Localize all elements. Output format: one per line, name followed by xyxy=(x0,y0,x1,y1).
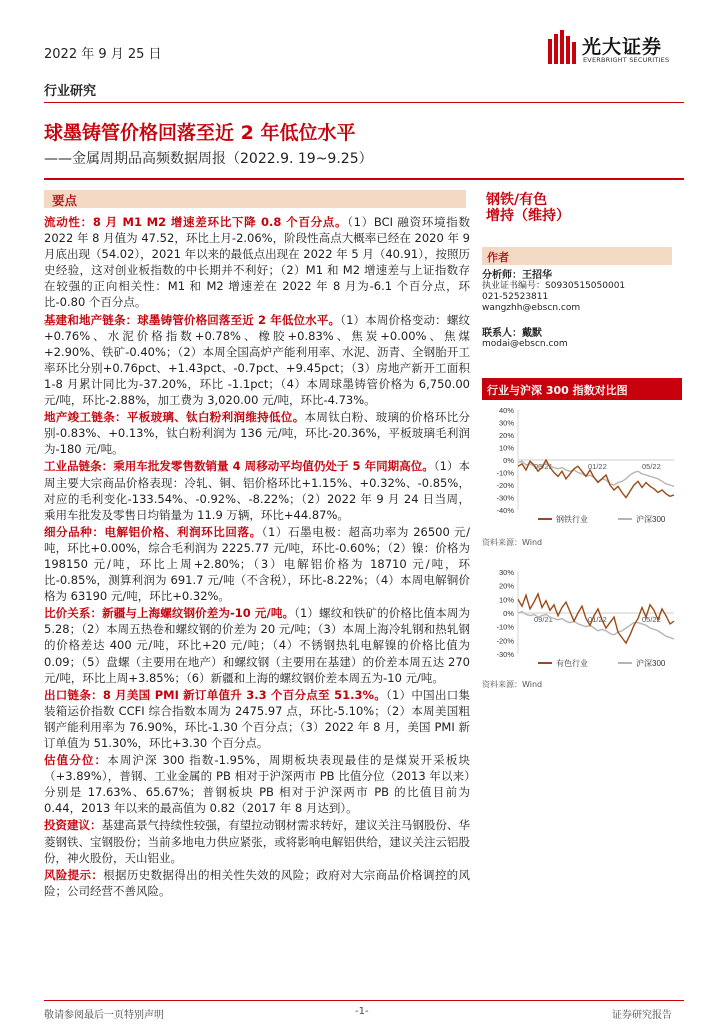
y-tick-label: 0% xyxy=(503,609,514,618)
report-title: 球墨铸管价格回落至近 2 年低位水平 xyxy=(44,122,356,144)
legend-label: 沪深300 xyxy=(636,659,666,668)
key-point-paragraph xyxy=(44,409,470,457)
contact-email[interactable]: modai@ebscn.com xyxy=(482,339,568,349)
page-number: -1- xyxy=(355,1006,369,1017)
key-point-paragraph xyxy=(44,312,470,409)
nonferrous-vs-csi300-chart xyxy=(482,566,682,671)
key-point-heading: 基建和地产链条：球墨铸管价格回落至近 2 年低位水平。 xyxy=(44,312,341,327)
steel-chart-source: 资料来源：Wind xyxy=(482,538,543,547)
y-tick-label: 0% xyxy=(503,456,514,465)
key-points-label: 要点 xyxy=(52,193,78,208)
y-tick-label: -10% xyxy=(496,622,514,632)
key-point-text: （1）石墨电极：超高功率为 26500 元/吨，环比+0.00%，综合毛利润为 2225.77 元/吨，环比-0.60%；（2）镍：价格为 198150 元/吨，环比上周+2.80%；（3）电解铝价格为 18710 元/吨，环比-0.85%，测算利润为 691.7 元/吨（不含税），环比-8.22%；（4）本周电解铜价格为 63190 元/吨，环比+0.32%。 xyxy=(44,524,470,604)
logo-english: EVERBRIGHT SECURITIES xyxy=(583,56,670,64)
key-point-paragraph xyxy=(44,458,470,522)
chart-section-title: 行业与沪深 300 指数对比图 xyxy=(487,384,628,397)
y-tick-label: -10% xyxy=(496,468,514,478)
key-point-heading: 投资建议： xyxy=(44,818,102,833)
chart-section-header xyxy=(482,378,682,400)
nonferrous-chart-source: 资料来源：Wind xyxy=(482,680,543,689)
steel-chart-wrap xyxy=(482,404,682,548)
analyst-phone: 021-52523811 xyxy=(482,292,549,302)
key-point-text: 根据历史数据得出的相关性失效的风险；政府对大宗商品价格调控的风险；公司经营不善风险。 xyxy=(44,867,471,898)
key-point-paragraph xyxy=(44,867,470,899)
key-point-paragraph xyxy=(44,817,470,865)
key-point-paragraph xyxy=(44,524,470,604)
key-point-text: 本周钛白粉、玻璃的价格环比分别-0.83%、+0.13%，钛白粉利润为 136 元/吨，环比-20.36%，平板玻璃毛利润为-180 元/吨。 xyxy=(44,410,471,457)
x-tick-label: 05/22 xyxy=(642,462,661,471)
x-tick-label: 09/21 xyxy=(534,462,553,471)
key-point-heading: 流动性：8 月 M1 M2 增速差环比下降 0.8 个百分点。 xyxy=(44,215,348,229)
y-tick-label: 20% xyxy=(498,581,514,591)
key-points-body xyxy=(44,214,470,900)
analyst-email[interactable]: wangzhh@ebscn.com xyxy=(482,303,581,313)
analyst-license: 执业证书编号：S0930515050001 xyxy=(482,281,626,291)
key-point-heading: 出口链条：8 月美国 PMI 新订单值升 3.3 个百分点至 51.3%。 xyxy=(44,687,387,702)
author-info xyxy=(482,270,682,350)
y-tick-label: 10% xyxy=(498,443,514,453)
key-point-paragraph xyxy=(44,687,470,751)
report-sector: 行业研究 xyxy=(44,84,97,99)
legend-label: 钢铁行业 xyxy=(556,515,588,524)
rating-block xyxy=(486,192,676,224)
key-point-paragraph xyxy=(44,605,470,685)
legend-label: 有色行业 xyxy=(556,659,588,668)
authors-header xyxy=(482,247,672,265)
y-tick-label: -30% xyxy=(496,493,514,503)
key-point-text: （1）本周价格变动：螺纹+0.76%、水泥价格指数+0.78%、橡胶+0.83%、焦炭+0.00%、焦煤+2.90%、铁矿-0.40%；（2）本周全国高炉产能利用率、水泥、沥青、全钢胎开工率环比分别+0.76pct、+1.43pct、-0.7pct、+9.45pct；（3）房地产新开工面积 1-8 月累计同比为-37.20%，环比 -1.1pct；（4）本周球墨铸管价格为 6,750.00 元/吨，环比-2.88%，加工费为 3,020.00 元/吨，环比-4.73%。 xyxy=(44,312,470,408)
y-tick-label: -30% xyxy=(496,650,514,659)
key-point-heading: 风险提示： xyxy=(44,867,104,882)
key-point-text: （1）螺纹和铁矿的价格比值本周为 5.28；（2）本周五热卷和螺纹钢的价差为 20 元/吨；（3）本周上海冷轧钢和热轧钢的价格差达 400 元/吨，环比+20 元/吨；（4）不锈钢热轧电解镍的价格比值为 0.09；（5）盘螺（主要用在地产）和螺纹钢（主要用在基建）的价差本周五达 270 元/吨，环比上周+3.85%；（6）新疆和上海的螺纹钢价差本周五为-10 元/吨。 xyxy=(44,606,470,685)
footer-report-type: 证券研究报告 xyxy=(612,1010,672,1021)
title-divider xyxy=(44,178,684,180)
report-date: 2022 年 9 月 25 日 xyxy=(44,47,162,62)
company-logo xyxy=(546,30,686,70)
analyst-name: 分析师：王招华 xyxy=(482,270,552,281)
key-point-text: （1）中国出口集装箱运价指数 CCFI 综合指数本周为 2475.97 点，环比-5.10%；（2）本周美国粗钢产能利用率为 76.90%，环比-1.30 个百分点；（3）2022 年 8 月，美国 PMI 新订单值为 51.30%，环比+3.30 个百分点。 xyxy=(44,687,470,750)
key-point-heading: 地产竣工链条：平板玻璃、钛白粉利润维持低位。 xyxy=(44,410,305,425)
key-point-heading: 比价关系：新疆与上海螺纹钢价差为-10 元/吨。 xyxy=(44,606,295,621)
y-tick-label: 40% xyxy=(498,406,514,415)
y-tick-label: 10% xyxy=(498,595,514,605)
x-tick-label: 01/22 xyxy=(588,615,607,624)
rating-value: 增持（维持） xyxy=(486,208,570,224)
x-tick-label: 09/21 xyxy=(534,615,553,624)
footer-disclaimer[interactable]: 敬请参阅最后一页特别声明 xyxy=(44,1010,164,1021)
key-point-heading: 细分品种：电解铝价格、利润环比回落。 xyxy=(44,524,262,539)
contact-name: 联系人：戴默 xyxy=(482,328,542,339)
y-tick-label: -20% xyxy=(496,481,514,490)
header-divider xyxy=(44,102,684,103)
key-point-heading: 估值分位： xyxy=(44,753,108,768)
x-tick-label: 01/22 xyxy=(588,462,607,471)
logo-icon xyxy=(546,30,578,66)
logo-name: 光大证券 xyxy=(582,36,663,58)
key-point-text: 基建高景气持续性较强，有望拉动钢材需求转好，建议关注马钢股份、华菱钢铁、宝钢股份；当前多地电力供应紧张，或将影响电解铝供给，建议关注云铝股份，神火股份，天山铝业。 xyxy=(44,818,471,865)
key-point-text: （1）本周主要大宗商品价格表现：冷轧、铜、铝价格环比+1.15%、+0.32%、-0.85%，对应的毛利变化-133.54%、-0.92%、-8.22%；（2）2022 年 9 月 24 日当周，乘用车批发及零售日均销量为 11.9 万辆，环比+44.87%。 xyxy=(44,459,470,522)
key-point-paragraph xyxy=(44,214,470,311)
key-point-text: 本周沪深 300 指数-1.95%，周期板块表现最佳的是煤炭开采板块（+3.89%），普钢、工业金属的 PB 相对于沪深两市 PB 比值分位（2013 年以来）分别是 17.63%、65.67%；普钢板块 PB 相对于沪深两市 PB 的比值目前为 0.44，2013 年以来的最高值为 0.82（2017 年 8 月达到）。 xyxy=(44,753,471,816)
key-points-header xyxy=(44,190,466,208)
key-point-heading: 工业品链条：乘用车批发零售数销量 4 周移动平均值仍处于 5 年同期高位。 xyxy=(44,459,434,474)
authors-label: 作者 xyxy=(487,251,509,264)
y-tick-label: 30% xyxy=(498,568,514,577)
y-tick-label: -20% xyxy=(496,636,514,646)
steel-vs-csi300-chart xyxy=(482,404,682,529)
nonferrous-chart-wrap xyxy=(482,566,682,690)
key-point-paragraph xyxy=(44,752,470,816)
rating-sector: 钢铁/有色 xyxy=(486,192,548,208)
y-tick-label: -40% xyxy=(496,506,514,515)
legend-label: 沪深300 xyxy=(636,515,666,524)
key-point-text: （1）BCI 融资环境指数 2022 年 8 月值为 47.52，环比上月-2.06%，阶段性高点大概率已经在 2020 年 9 月底出现（54.02），2021 年以来的最低点出现在 2022 年 5 月（40.91），按照历史经验，这对创业板指数的中长期并不利好；（2）M1 和 M2 增速差与上证指数存在较强的正向相关性：M1 和 M2 增速差在 2022 年 8 月为-6.1 个百分点，环比-0.80 个百分点。 xyxy=(44,215,470,310)
y-tick-label: 30% xyxy=(498,418,514,428)
y-tick-label: 20% xyxy=(498,431,514,440)
report-subtitle: ——金属周期品高频数据周报（2022.9. 19~9.25） xyxy=(44,151,373,167)
x-tick-label: 05/22 xyxy=(642,615,661,624)
footer-divider xyxy=(44,1000,684,1001)
